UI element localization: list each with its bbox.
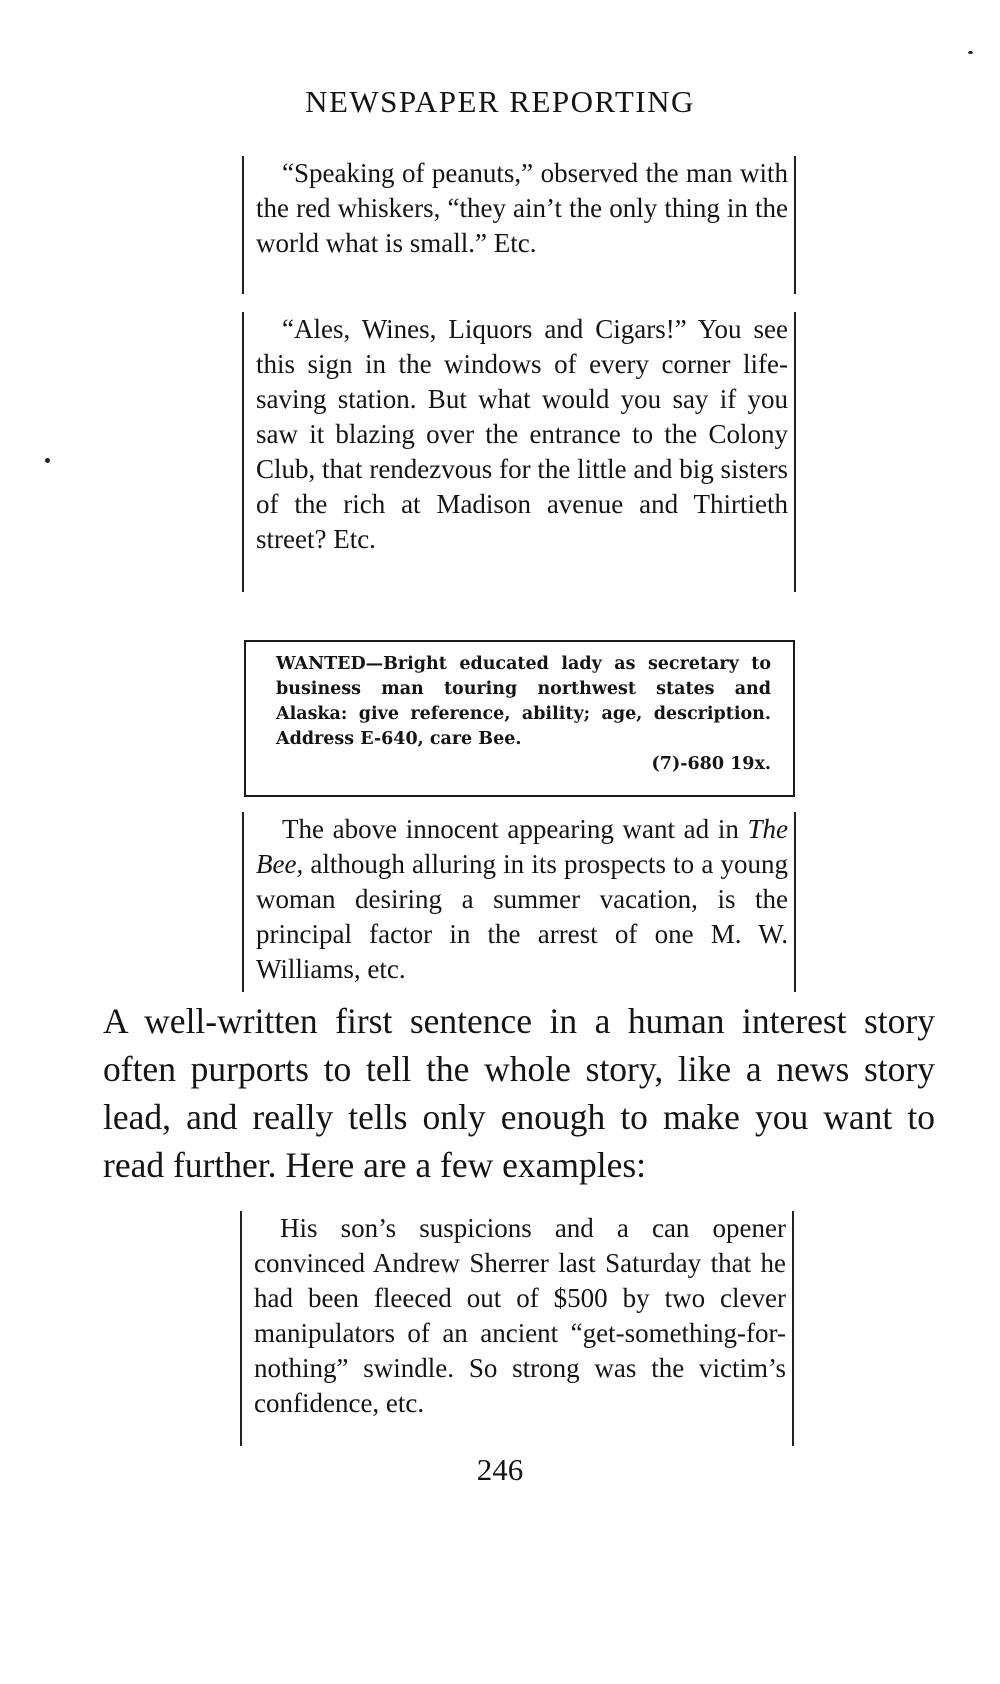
want-ad-code: (7)-680 19x. bbox=[651, 754, 771, 774]
want-ad-box bbox=[244, 640, 795, 797]
ad-commentary-after: although alluring in its prospects to a young woman desiring a summer vacation, is the principal factor in the arrest of one M. W. Williams, etc. bbox=[256, 849, 788, 984]
page-number: 246 bbox=[476, 1452, 524, 1487]
ad-commentary-text bbox=[256, 812, 788, 987]
scan-speck bbox=[45, 458, 50, 463]
scan-speck bbox=[968, 51, 973, 54]
running-header: NEWSPAPER REPORTING bbox=[305, 84, 695, 119]
body-paragraph: A well-written first sentence in a human interest story often purports to tell the whole story, like a news story lead, and really tells only enough to make you want to read further. Here are a few examples: bbox=[103, 1001, 935, 1185]
want-ad-text: WANTED—Bright educated lady as secretary to business man touring northwest states and Alaska: give reference, ability; age, description. Address E-640, care Bee. bbox=[276, 654, 771, 749]
clipping-peanuts-text: “Speaking of peanuts,” observed the man with the red whiskers, “they ain’t the only thing in the world what is small.” Etc. bbox=[256, 158, 788, 258]
clipping-want-ad-commentary bbox=[242, 812, 796, 992]
clipping-colony-club bbox=[242, 312, 796, 592]
newspaper-name: The Bee, bbox=[256, 814, 788, 879]
clipping-peanuts bbox=[242, 156, 796, 294]
clipping-can-opener-text: His son’s suspicions and a can opener convinced Andrew Sherrer last Saturday that he had been fleeced out of $500 by two clever manipulators of an ancient “get-something-for-nothing” swindle. So strong was the victim’s confidence, etc. bbox=[254, 1213, 786, 1418]
clipping-colony-club-text: “Ales, Wines, Liquors and Cigars!” You see this sign in the windows of every corner life-saving station. But what would you say if you saw it blazing over the entrance to the Colony Club, that rendezvous for the little and big sisters of the rich at Madison avenue and Thirtieth street? Etc. bbox=[256, 314, 788, 554]
ad-commentary-before: The above innocent appearing want ad in bbox=[282, 814, 748, 844]
clipping-can-opener bbox=[240, 1211, 794, 1446]
